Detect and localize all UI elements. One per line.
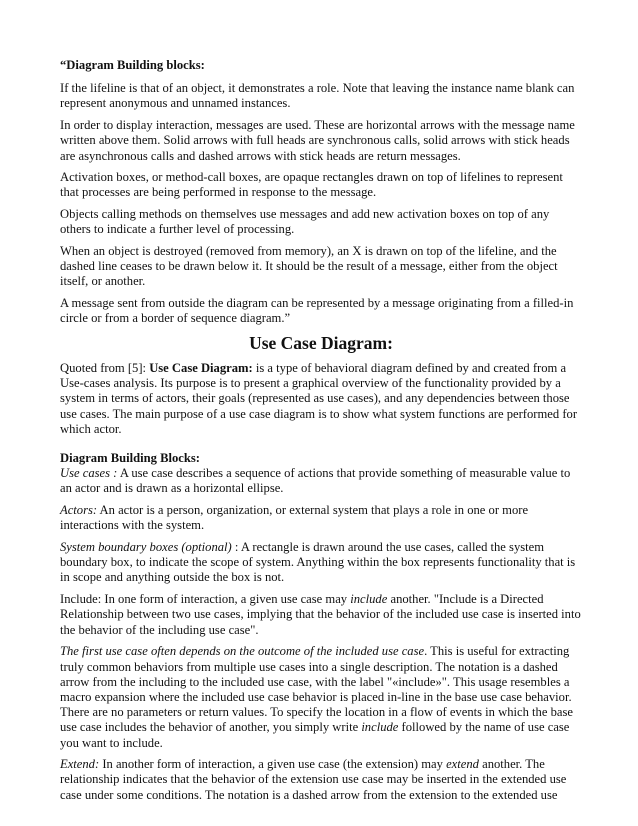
- extend-text1: In another form of interaction, a given use case (the extension) may: [99, 757, 447, 772]
- first-use-case-italic: The first use case often depends on the outcome of the included use case: [60, 644, 425, 659]
- include-text: another. "Include is a Directed Relationship between two use cases, implying that the behavior of the included use case is inserted into the behavior of the including use case".: [60, 592, 581, 637]
- paragraph-messages: In order to display interaction, messages are used. These are horizontal arrows with the message name written above them. Solid arrows with full heads are synchronous calls, solid arrows with stick heads are asynchronous calls and dashed arrows with stick heads are return messages.: [60, 118, 575, 163]
- first-use-case-term: include: [361, 720, 399, 735]
- first-use-case-text1: . This is useful for extracting truly common behaviors from multiple use cases into a single description. The notation is a dashed arrow from the including to the included use case, with the label "«include»". This usage resembles a macro expansion where the included use case behavior is placed in-line in the base use case behavior. There are no parameters or return values. To specify the location in a flow of events in which the base use case includes the behavior of another, you simply write: [60, 644, 573, 735]
- use-cases-text: A use case describes a sequence of actions that provide something of measurable value to an actor and is drawn as a horizontal ellipse.: [60, 466, 571, 496]
- paragraph-extend: [60, 757, 582, 803]
- intro-text: is a type of behavioral diagram defined by and created from a Use-cases analysis. Its purpose is to present a graphical overview of the functionality provided by a system in terms of actors, their goals (represented as use cases), and any dependencies between those use cases. The main purpose of a use case diagram is to show what system functions are performed for which actor.: [60, 361, 578, 436]
- paragraph-intro: [60, 361, 582, 437]
- first-use-case-text2: followed by the name of use case you want to include.: [60, 720, 570, 750]
- extend-text2: another. The relationship indicates that the behavior of the extension use case may be inserted in the extended use case under some conditions. The notation is a dashed arrow from the extension to the extended use: [60, 757, 567, 802]
- paragraph-boundary: [60, 540, 582, 586]
- include-term: include: [350, 592, 388, 607]
- boundary-term: System boundary boxes (optional): [60, 540, 232, 555]
- paragraph-include: [60, 592, 582, 638]
- diagram-building-blocks-heading: “Diagram Building blocks:: [60, 58, 205, 72]
- use-cases-term: Use cases :: [60, 466, 118, 481]
- intro-term: Use Case Diagram:: [149, 361, 253, 376]
- building-blocks-heading: Diagram Building Blocks:: [60, 451, 200, 466]
- extend-term: Extend:: [60, 757, 100, 772]
- document-page: [60, 58, 582, 809]
- paragraph-first-use-case: [60, 644, 582, 750]
- section-title: Use Case Diagram:: [249, 333, 393, 354]
- boundary-text: : A rectangle is drawn around the use cases, called the system boundary box, to indicate the scope of system. Anything within the box represents functionality that is in scope and anything outside the box is not.: [60, 540, 576, 585]
- paragraph-outside-message: A message sent from outside the diagram can be represented by a message originating from a filled-in circle or from a border of sequence diagram.”: [60, 296, 574, 326]
- intro-prefix: Quoted from [5]:: [60, 361, 150, 376]
- paragraph-actors: [60, 503, 582, 533]
- actors-term: Actors:: [60, 503, 98, 518]
- actors-text: An actor is a person, organization, or external system that plays a role in one or more interactions with the system.: [60, 503, 529, 533]
- extend-term2: extend: [446, 757, 479, 772]
- paragraph-destroyed: When an object is destroyed (removed from memory), an X is drawn on top of the lifeline, and the dashed line ceases to be drawn below it. It should be the result of a message, either from the object itself, or another.: [60, 244, 558, 289]
- include-prefix: Include: In one form of interaction, a given use case may: [60, 592, 351, 607]
- paragraph-use-cases: [60, 466, 582, 496]
- paragraph-self-calls: Objects calling methods on themselves use messages and add new activation boxes on top of any others to indicate a further level of processing.: [60, 207, 550, 237]
- paragraph-activation: Activation boxes, or method-call boxes, are opaque rectangles drawn on top of lifelines to represent that processes are being performed in response to the message.: [60, 170, 563, 200]
- paragraph-lifeline: If the lifeline is that of an object, it demonstrates a role. Note that leaving the instance name blank can represent anonymous and unnamed instances.: [60, 81, 575, 111]
